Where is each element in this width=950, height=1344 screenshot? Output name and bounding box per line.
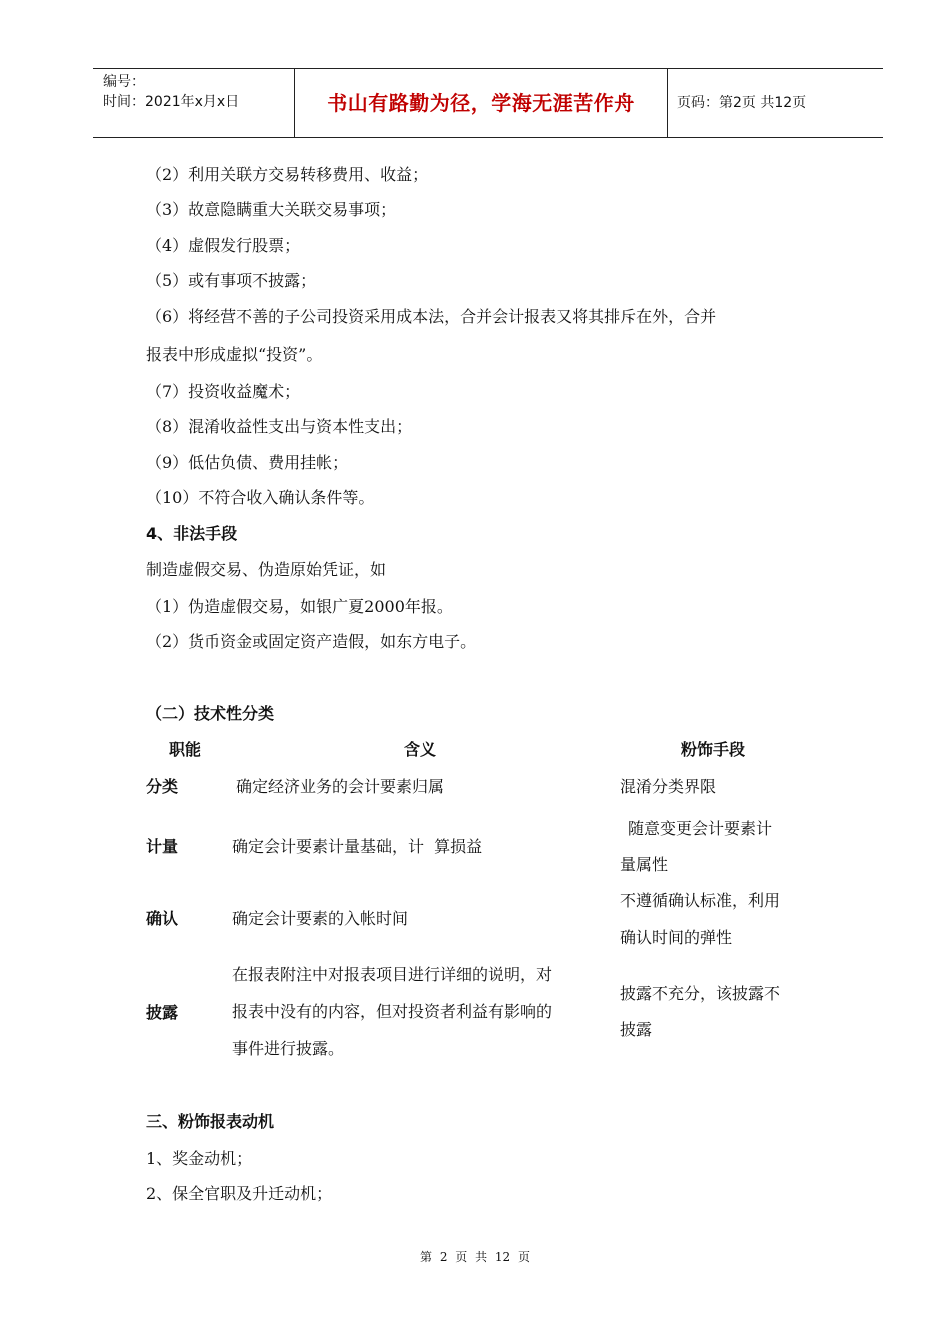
list-item: （2）货币资金或固定资产造假，如东方电子。 xyxy=(146,632,477,651)
list-item: 报表中形成虚拟“投资”。 xyxy=(146,345,323,364)
list-item: （3）故意隐瞒重大关联交易事项； xyxy=(146,200,397,219)
code-label: 编号： xyxy=(103,74,145,90)
list-item: 2、保全官职及升迁动机； xyxy=(146,1184,333,1203)
table-cell-meaning: 在报表附注中对报表项目进行详细的说明，对 xyxy=(232,965,553,984)
page-footer: 第 2 页 共 12 页 xyxy=(420,1250,530,1264)
section-heading: 三、粉饰报表动机 xyxy=(146,1112,275,1131)
table-cell-function: 确认 xyxy=(146,909,179,928)
list-item: （5）或有事项不披露； xyxy=(146,271,317,290)
table-cell-means: 混淆分类界限 xyxy=(620,777,717,796)
table-cell-means: 披露 xyxy=(620,1020,653,1039)
header-motto: 书山有路勤为径，学海无涯苦作舟 xyxy=(327,91,635,115)
table-header-means: 粉饰手段 xyxy=(681,740,746,759)
list-item: （1）伪造虚假交易，如银广夏2000年报。 xyxy=(146,597,453,616)
table-cell-means: 确认时间的弹性 xyxy=(620,928,733,947)
table-cell-meaning: 确定会计要素的入帐时间 xyxy=(232,909,409,928)
list-item: 1、奖金动机； xyxy=(146,1149,253,1168)
table-cell-meaning: 确定经济业务的会计要素归属 xyxy=(236,777,445,796)
header-divider xyxy=(667,69,668,137)
table-cell-means: 量属性 xyxy=(620,855,669,874)
list-item: （2）利用关联方交易转移费用、收益； xyxy=(146,165,429,184)
page-header xyxy=(93,68,883,138)
table-header-function: 职能 xyxy=(169,740,202,759)
table-cell-means: 披露不充分，该披露不 xyxy=(620,984,781,1003)
table-cell-meaning: 报表中没有的内容，但对投资者利益有影响的 xyxy=(232,1002,553,1021)
table-cell-meaning: 确定会计要素计量基础，计 算损益 xyxy=(232,837,483,856)
table-cell-function: 计量 xyxy=(146,837,179,856)
section-heading: （二）技术性分类 xyxy=(146,704,275,723)
list-item: （4）虚假发行股票； xyxy=(146,236,301,255)
list-item: （6）将经营不善的子公司投资采用成本法，合并会计报表又将其排斥在外，合并 xyxy=(146,307,717,326)
time-label: 时间：2021年x月x日 xyxy=(103,94,240,110)
list-item: （8）混淆收益性支出与资本性支出； xyxy=(146,417,413,436)
header-meta xyxy=(103,72,239,112)
table-cell-function: 披露 xyxy=(146,1003,179,1022)
table-header-meaning: 含义 xyxy=(404,740,437,759)
paragraph: 制造虚假交易、伪造原始凭证，如 xyxy=(146,560,387,579)
table-cell-meaning: 事件进行披露。 xyxy=(232,1039,345,1058)
table-cell-means: 随意变更会计要素计 xyxy=(628,819,773,838)
table-cell-means: 不遵循确认标准，利用 xyxy=(620,891,781,910)
table-cell-function: 分类 xyxy=(146,777,179,796)
list-item: （7）投资收益魔术； xyxy=(146,382,301,401)
list-item: （10）不符合收入确认条件等。 xyxy=(146,488,375,507)
list-item: （9）低估负债、费用挂帐； xyxy=(146,453,349,472)
section-heading: 4、非法手段 xyxy=(146,524,238,543)
header-page-code: 页码：第2页 共12页 xyxy=(677,95,807,111)
